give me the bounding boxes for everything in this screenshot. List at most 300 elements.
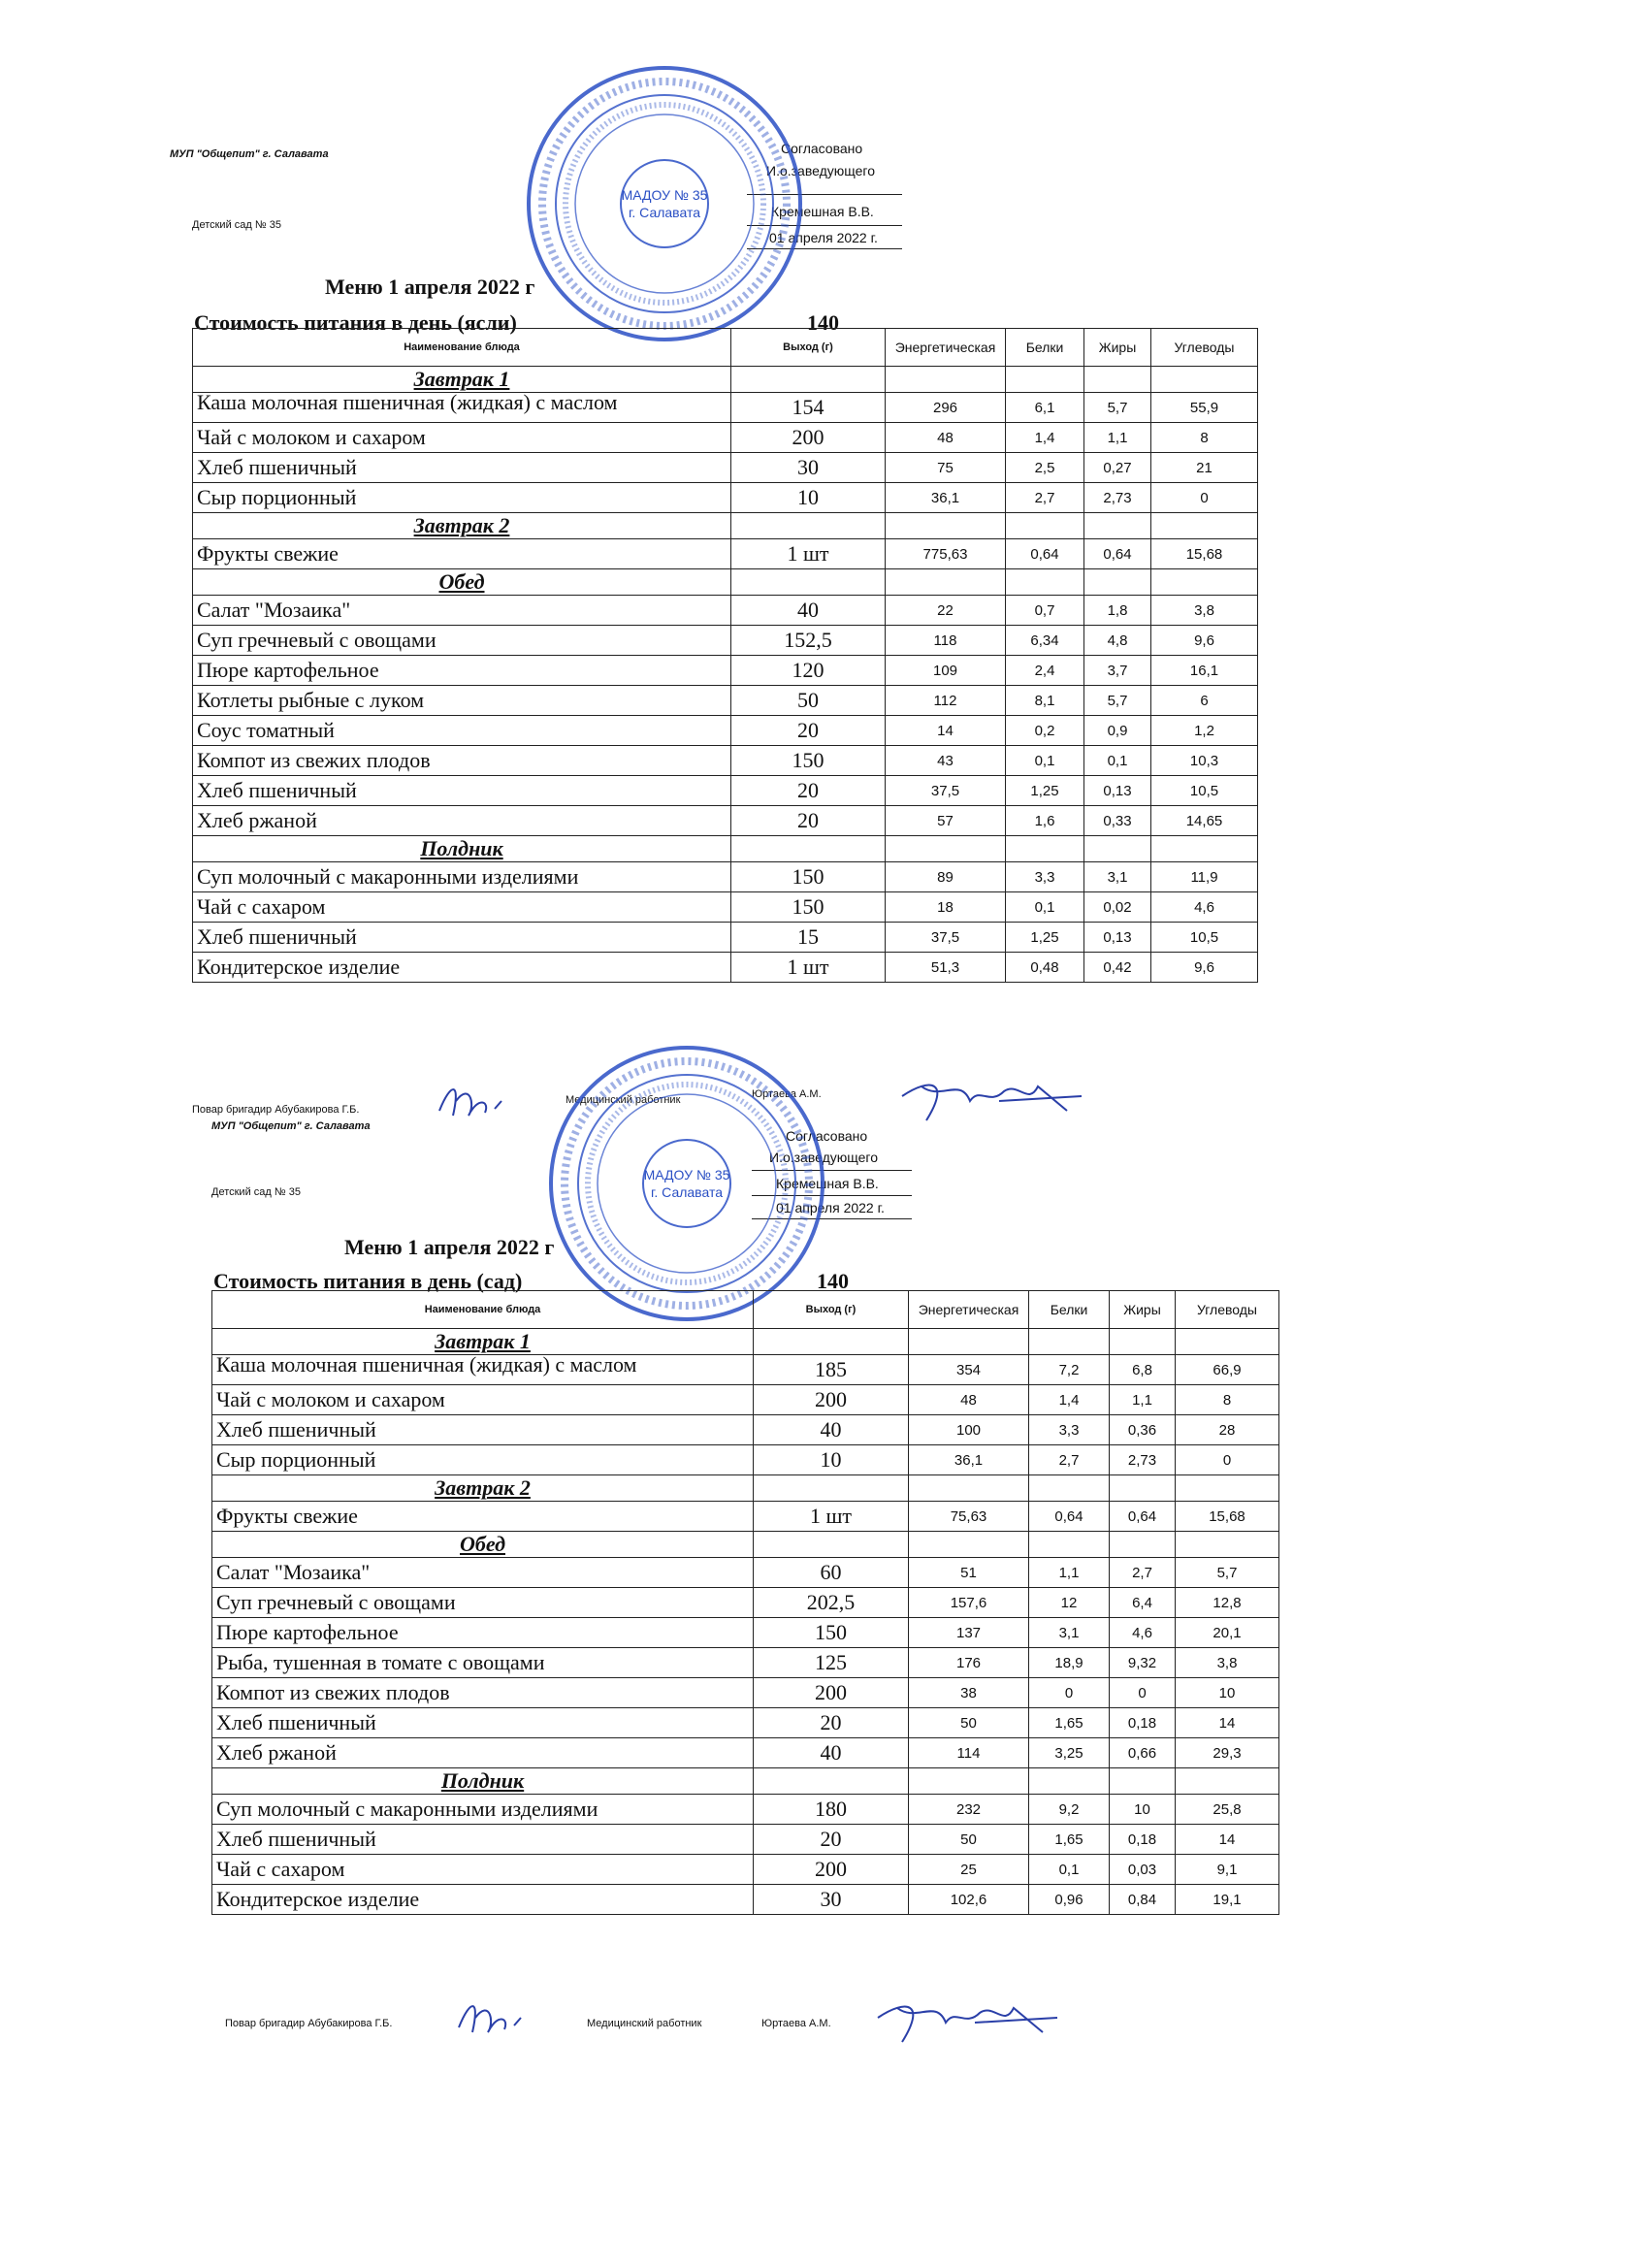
dish-protein: 1,25 — [1006, 776, 1084, 806]
menu1-cook: Повар бригадир Абубакирова Г.Б. — [192, 1104, 360, 1116]
section-title: Завтрак 2 — [212, 1475, 754, 1502]
dish-protein: 3,3 — [1029, 1415, 1110, 1445]
dish-protein: 9,2 — [1029, 1795, 1110, 1825]
dish-energy: 51 — [909, 1558, 1029, 1588]
dish-fat: 10 — [1110, 1795, 1176, 1825]
menu1-table — [192, 328, 1258, 983]
dish-energy: 43 — [886, 746, 1006, 776]
empty-cell — [1006, 836, 1084, 862]
empty-cell — [1110, 1768, 1176, 1795]
table-row — [193, 539, 1258, 569]
approval-line-3: Кремешная В.В. — [771, 204, 874, 219]
dish-output: 202,5 — [754, 1588, 909, 1618]
dish-output: 20 — [731, 776, 886, 806]
dish-fat: 0,03 — [1110, 1855, 1176, 1885]
dish-name: Сыр порционный — [212, 1445, 754, 1475]
table-row — [212, 1708, 1279, 1738]
empty-cell — [1151, 513, 1258, 539]
empty-cell — [1151, 836, 1258, 862]
medic-signature-2 — [868, 1989, 1062, 2057]
dish-fat: 0,18 — [1110, 1825, 1176, 1855]
dish-carbs: 20,1 — [1176, 1618, 1279, 1648]
dish-fat: 0,84 — [1110, 1885, 1176, 1915]
dish-protein: 18,9 — [1029, 1648, 1110, 1678]
dish-protein: 1,4 — [1029, 1385, 1110, 1415]
dish-name: Чай с сахаром — [212, 1855, 754, 1885]
table-row — [212, 1795, 1279, 1825]
dish-fat: 2,7 — [1110, 1558, 1176, 1588]
dish-energy: 48 — [886, 423, 1006, 453]
col-name-header: Наименование блюда — [212, 1291, 754, 1329]
dish-name: Салат "Мозаика" — [193, 596, 731, 626]
dish-protein: 0,1 — [1006, 892, 1084, 923]
empty-cell — [1151, 569, 1258, 596]
dish-energy: 51,3 — [886, 953, 1006, 983]
dish-energy: 114 — [909, 1738, 1029, 1768]
approval-line-4: 01 апреля 2022 г. — [769, 230, 878, 245]
empty-cell — [1176, 1329, 1279, 1355]
dish-output: 150 — [731, 746, 886, 776]
dish-protein: 2,7 — [1006, 483, 1084, 513]
dish-carbs: 0 — [1151, 483, 1258, 513]
empty-cell — [1084, 836, 1151, 862]
dish-fat: 5,7 — [1084, 393, 1151, 423]
dish-fat: 0,02 — [1084, 892, 1151, 923]
approval-line-2: И.о.заведующего — [766, 163, 875, 178]
dish-fat: 0,66 — [1110, 1738, 1176, 1768]
dish-protein: 3,3 — [1006, 862, 1084, 892]
table-row — [212, 1385, 1279, 1415]
dish-protein: 8,1 — [1006, 686, 1084, 716]
dish-protein: 6,1 — [1006, 393, 1084, 423]
col-carbs-header: Углеводы — [1176, 1291, 1279, 1329]
table-row — [193, 483, 1258, 513]
table-row — [193, 656, 1258, 686]
dish-output: 20 — [754, 1708, 909, 1738]
section-title: Завтрак 1 — [212, 1329, 754, 1355]
dish-carbs: 15,68 — [1176, 1502, 1279, 1532]
empty-cell — [1029, 1329, 1110, 1355]
table-row — [193, 626, 1258, 656]
dish-carbs: 8 — [1151, 423, 1258, 453]
dish-energy: 36,1 — [909, 1445, 1029, 1475]
dish-protein: 2,4 — [1006, 656, 1084, 686]
dish-name: Хлеб пшеничный — [193, 923, 731, 953]
dish-carbs: 10,5 — [1151, 923, 1258, 953]
dish-energy: 137 — [909, 1618, 1029, 1648]
col-output-header: Выход (г) — [731, 329, 886, 367]
dish-output: 200 — [731, 423, 886, 453]
table-row — [212, 1415, 1279, 1445]
dish-energy: 75,63 — [909, 1502, 1029, 1532]
menu2-medic-label: Медицинский работник — [587, 2018, 702, 2029]
table-row — [212, 1618, 1279, 1648]
dish-output: 15 — [731, 923, 886, 953]
menu2-medic-name: Юртаева А.М. — [761, 2018, 831, 2029]
dish-protein: 3,1 — [1029, 1618, 1110, 1648]
table-row — [193, 862, 1258, 892]
empty-cell — [909, 1475, 1029, 1502]
dish-name: Суп молочный с макаронными изделиями — [193, 862, 731, 892]
dish-output: 20 — [731, 716, 886, 746]
dish-fat: 9,32 — [1110, 1648, 1176, 1678]
dish-output: 1 шт — [731, 953, 886, 983]
dish-carbs: 29,3 — [1176, 1738, 1279, 1768]
dish-name: Пюре картофельное — [212, 1618, 754, 1648]
empty-cell — [886, 367, 1006, 393]
empty-cell — [1006, 569, 1084, 596]
dish-energy: 57 — [886, 806, 1006, 836]
col-fat-header: Жиры — [1084, 329, 1151, 367]
section-title: Обед — [193, 569, 731, 596]
empty-cell — [1084, 569, 1151, 596]
dish-energy: 102,6 — [909, 1885, 1029, 1915]
dish-fat: 5,7 — [1084, 686, 1151, 716]
table-row — [193, 423, 1258, 453]
empty-cell — [731, 367, 886, 393]
dish-name: Фрукты свежие — [212, 1502, 754, 1532]
dish-energy: 37,5 — [886, 776, 1006, 806]
dish-protein: 0,96 — [1029, 1885, 1110, 1915]
menu1-medic-label: Медицинский работник — [566, 1094, 681, 1106]
section-row — [212, 1532, 1279, 1558]
dish-fat: 6,4 — [1110, 1588, 1176, 1618]
dish-fat: 2,73 — [1084, 483, 1151, 513]
col-protein-header: Белки — [1006, 329, 1084, 367]
section-title: Завтрак 1 — [193, 367, 731, 393]
dish-fat: 1,8 — [1084, 596, 1151, 626]
empty-cell — [909, 1329, 1029, 1355]
table-row — [193, 953, 1258, 983]
dish-fat: 0,9 — [1084, 716, 1151, 746]
dish-carbs: 4,6 — [1151, 892, 1258, 923]
dish-fat: 6,8 — [1110, 1355, 1176, 1385]
dish-carbs: 8 — [1176, 1385, 1279, 1415]
table-header-row — [193, 329, 1258, 367]
dish-protein: 6,34 — [1006, 626, 1084, 656]
approval-2-line-2: И.о.заведующего — [769, 1150, 878, 1165]
table-row — [212, 1678, 1279, 1708]
empty-cell — [1110, 1475, 1176, 1502]
empty-cell — [1176, 1475, 1279, 1502]
dish-protein: 0 — [1029, 1678, 1110, 1708]
dish-name: Чай с молоком и сахаром — [212, 1385, 754, 1415]
dish-name: Пюре картофельное — [193, 656, 731, 686]
table-row — [212, 1855, 1279, 1885]
svg-text:МАДОУ № 35: МАДОУ № 35 — [643, 1167, 730, 1183]
dish-output: 20 — [731, 806, 886, 836]
menu1-medic-name: Юртаева А.М. — [752, 1088, 822, 1100]
dish-output: 50 — [731, 686, 886, 716]
dish-carbs: 55,9 — [1151, 393, 1258, 423]
empty-cell — [1029, 1532, 1110, 1558]
dish-energy: 89 — [886, 862, 1006, 892]
col-energy-header: Энергетическая — [886, 329, 1006, 367]
dish-energy: 50 — [909, 1708, 1029, 1738]
dish-fat: 0,42 — [1084, 953, 1151, 983]
dish-protein: 0,64 — [1029, 1502, 1110, 1532]
table-row — [212, 1558, 1279, 1588]
empty-cell — [731, 569, 886, 596]
table-row — [212, 1648, 1279, 1678]
medic-signature-1 — [892, 1067, 1086, 1135]
dish-energy: 232 — [909, 1795, 1029, 1825]
dish-name: Соус томатный — [193, 716, 731, 746]
dish-protein: 3,25 — [1029, 1738, 1110, 1768]
dish-fat: 4,8 — [1084, 626, 1151, 656]
dish-carbs: 15,68 — [1151, 539, 1258, 569]
empty-cell — [1110, 1329, 1176, 1355]
empty-cell — [754, 1768, 909, 1795]
dish-energy: 36,1 — [886, 483, 1006, 513]
dish-carbs: 9,6 — [1151, 953, 1258, 983]
dish-output: 150 — [731, 862, 886, 892]
empty-cell — [886, 836, 1006, 862]
dish-energy: 14 — [886, 716, 1006, 746]
dish-output: 20 — [754, 1825, 909, 1855]
dish-name: Каша молочная пшеничная (жидкая) с маслом — [212, 1355, 754, 1385]
empty-cell — [1176, 1768, 1279, 1795]
dish-output: 10 — [754, 1445, 909, 1475]
dish-name: Хлеб ржаной — [193, 806, 731, 836]
dish-energy: 37,5 — [886, 923, 1006, 953]
empty-cell — [1176, 1532, 1279, 1558]
dish-name: Рыба, тушенная в томате с овощами — [212, 1648, 754, 1678]
dish-energy: 75 — [886, 453, 1006, 483]
dish-carbs: 1,2 — [1151, 716, 1258, 746]
section-row — [212, 1329, 1279, 1355]
dish-energy: 112 — [886, 686, 1006, 716]
col-protein-header: Белки — [1029, 1291, 1110, 1329]
section-row — [212, 1768, 1279, 1795]
dish-energy: 50 — [909, 1825, 1029, 1855]
empty-cell — [1006, 367, 1084, 393]
dish-carbs: 10,3 — [1151, 746, 1258, 776]
empty-cell — [909, 1532, 1029, 1558]
dish-output: 1 шт — [754, 1502, 909, 1532]
dish-output: 40 — [731, 596, 886, 626]
dish-fat: 0,64 — [1084, 539, 1151, 569]
table-row — [212, 1502, 1279, 1532]
empty-cell — [731, 836, 886, 862]
dish-energy: 775,63 — [886, 539, 1006, 569]
svg-text:г. Салавата: г. Салавата — [629, 205, 700, 220]
dish-energy: 157,6 — [909, 1588, 1029, 1618]
dish-carbs: 9,6 — [1151, 626, 1258, 656]
approval-line-1: Согласовано — [781, 141, 863, 156]
svg-text:г. Салавата: г. Салавата — [651, 1184, 723, 1200]
table-row — [193, 716, 1258, 746]
dish-protein: 0,7 — [1006, 596, 1084, 626]
approval-2-line-1: Согласовано — [786, 1128, 868, 1144]
empty-cell — [754, 1329, 909, 1355]
dish-fat: 0,1 — [1084, 746, 1151, 776]
table-row — [193, 923, 1258, 953]
approval-2-line-3: Кремешная В.В. — [776, 1176, 879, 1191]
dish-name: Фрукты свежие — [193, 539, 731, 569]
dish-fat: 4,6 — [1110, 1618, 1176, 1648]
dish-name: Чай с сахаром — [193, 892, 731, 923]
dish-name: Суп гречневый с овощами — [193, 626, 731, 656]
empty-cell — [1084, 513, 1151, 539]
dish-carbs: 10,5 — [1151, 776, 1258, 806]
org-name-2: МУП "Общепит" г. Салавата — [211, 1120, 371, 1132]
table-row — [193, 596, 1258, 626]
dish-carbs: 12,8 — [1176, 1588, 1279, 1618]
section-row — [193, 836, 1258, 862]
dish-name: Компот из свежих плодов — [193, 746, 731, 776]
dish-energy: 48 — [909, 1385, 1029, 1415]
section-row — [193, 569, 1258, 596]
dish-energy: 176 — [909, 1648, 1029, 1678]
menu1-cost-label: Стоимость питания в день (ясли) — [194, 310, 517, 335]
approval-2-line-4: 01 апреля 2022 г. — [776, 1200, 885, 1215]
stamp-1 — [519, 58, 810, 349]
dish-output: 154 — [731, 393, 886, 423]
dish-name: Хлеб пшеничный — [212, 1415, 754, 1445]
menu2-cost-label: Стоимость питания в день (сад) — [213, 1269, 523, 1293]
dish-output: 152,5 — [731, 626, 886, 656]
org-name: МУП "Общепит" г. Салавата — [170, 148, 329, 160]
dish-carbs: 9,1 — [1176, 1855, 1279, 1885]
section-title: Завтрак 2 — [193, 513, 731, 539]
empty-cell — [731, 513, 886, 539]
dish-fat: 0,27 — [1084, 453, 1151, 483]
empty-cell — [754, 1532, 909, 1558]
dish-output: 150 — [754, 1618, 909, 1648]
dish-protein: 1,65 — [1029, 1825, 1110, 1855]
empty-cell — [886, 569, 1006, 596]
dish-output: 40 — [754, 1415, 909, 1445]
dish-name: Хлеб пшеничный — [212, 1708, 754, 1738]
dish-carbs: 25,8 — [1176, 1795, 1279, 1825]
svg-text:МАДОУ № 35: МАДОУ № 35 — [621, 187, 708, 203]
table-row — [193, 746, 1258, 776]
table-row — [212, 1825, 1279, 1855]
menu1-title: Меню 1 апреля 2022 г — [325, 275, 535, 299]
dish-carbs: 6 — [1151, 686, 1258, 716]
dish-fat: 3,1 — [1084, 862, 1151, 892]
col-output-header: Выход (г) — [754, 1291, 909, 1329]
dish-carbs: 11,9 — [1151, 862, 1258, 892]
empty-cell — [909, 1768, 1029, 1795]
dish-energy: 354 — [909, 1355, 1029, 1385]
table-row — [193, 892, 1258, 923]
dish-name: Чай с молоком и сахаром — [193, 423, 731, 453]
dish-output: 10 — [731, 483, 886, 513]
dish-output: 125 — [754, 1648, 909, 1678]
section-title: Полдник — [193, 836, 731, 862]
dish-carbs: 66,9 — [1176, 1355, 1279, 1385]
kindergarten-name: Детский сад № 35 — [192, 219, 281, 231]
dish-output: 30 — [731, 453, 886, 483]
dish-energy: 38 — [909, 1678, 1029, 1708]
dish-protein: 0,1 — [1029, 1855, 1110, 1885]
dish-protein: 12 — [1029, 1588, 1110, 1618]
cook-signature-2 — [451, 1989, 543, 2047]
dish-carbs: 16,1 — [1151, 656, 1258, 686]
empty-cell — [1084, 367, 1151, 393]
dish-fat: 1,1 — [1110, 1385, 1176, 1415]
section-row — [193, 367, 1258, 393]
dish-fat: 0,33 — [1084, 806, 1151, 836]
dish-protein: 1,1 — [1029, 1558, 1110, 1588]
dish-energy: 22 — [886, 596, 1006, 626]
dish-output: 180 — [754, 1795, 909, 1825]
menu2-title: Меню 1 апреля 2022 г — [344, 1235, 555, 1259]
dish-energy: 296 — [886, 393, 1006, 423]
menu2-table — [211, 1290, 1279, 1915]
dish-carbs: 14 — [1176, 1825, 1279, 1855]
dish-output: 1 шт — [731, 539, 886, 569]
section-title: Обед — [212, 1532, 754, 1558]
table-row — [193, 806, 1258, 836]
dish-name: Сыр порционный — [193, 483, 731, 513]
dish-name: Хлеб пшеничный — [193, 776, 731, 806]
dish-protein: 1,25 — [1006, 923, 1084, 953]
dish-fat: 0,64 — [1110, 1502, 1176, 1532]
dish-carbs: 3,8 — [1151, 596, 1258, 626]
dish-protein: 2,7 — [1029, 1445, 1110, 1475]
dish-carbs: 0 — [1176, 1445, 1279, 1475]
menu2-cook: Повар бригадир Абубакирова Г.Б. — [225, 2018, 393, 2029]
dish-energy: 118 — [886, 626, 1006, 656]
table-row — [193, 453, 1258, 483]
dish-carbs: 21 — [1151, 453, 1258, 483]
stamp-2 — [541, 1038, 832, 1329]
menu2-cost-value: 140 — [817, 1269, 849, 1293]
dish-carbs: 28 — [1176, 1415, 1279, 1445]
dish-fat: 0,18 — [1110, 1708, 1176, 1738]
table-row — [212, 1355, 1279, 1385]
dish-protein: 0,64 — [1006, 539, 1084, 569]
empty-cell — [1151, 367, 1258, 393]
dish-output: 120 — [731, 656, 886, 686]
menu1-cost-value: 140 — [807, 310, 839, 335]
table-row — [193, 393, 1258, 423]
dish-protein: 1,6 — [1006, 806, 1084, 836]
dish-fat: 1,1 — [1084, 423, 1151, 453]
dish-name: Суп молочный с макаронными изделиями — [212, 1795, 754, 1825]
dish-fat: 0,36 — [1110, 1415, 1176, 1445]
col-energy-header: Энергетическая — [909, 1291, 1029, 1329]
dish-energy: 109 — [886, 656, 1006, 686]
empty-cell — [1029, 1475, 1110, 1502]
dish-fat: 0,13 — [1084, 923, 1151, 953]
empty-cell — [886, 513, 1006, 539]
dish-protein: 7,2 — [1029, 1355, 1110, 1385]
dish-protein: 2,5 — [1006, 453, 1084, 483]
dish-output: 40 — [754, 1738, 909, 1768]
dish-energy: 18 — [886, 892, 1006, 923]
kindergarten-name-2: Детский сад № 35 — [211, 1186, 301, 1198]
col-fat-header: Жиры — [1110, 1291, 1176, 1329]
table-header-row — [212, 1291, 1279, 1329]
table-row — [193, 776, 1258, 806]
cook-signature-1 — [432, 1072, 524, 1130]
dish-carbs: 3,8 — [1176, 1648, 1279, 1678]
dish-energy: 25 — [909, 1855, 1029, 1885]
dish-fat: 0 — [1110, 1678, 1176, 1708]
dish-output: 150 — [731, 892, 886, 923]
dish-name: Компот из свежих плодов — [212, 1678, 754, 1708]
table-row — [212, 1885, 1279, 1915]
col-carbs-header: Углеводы — [1151, 329, 1258, 367]
col-name-header: Наименование блюда — [193, 329, 731, 367]
dish-fat: 0,13 — [1084, 776, 1151, 806]
dish-name: Хлеб ржаной — [212, 1738, 754, 1768]
section-title: Полдник — [212, 1768, 754, 1795]
